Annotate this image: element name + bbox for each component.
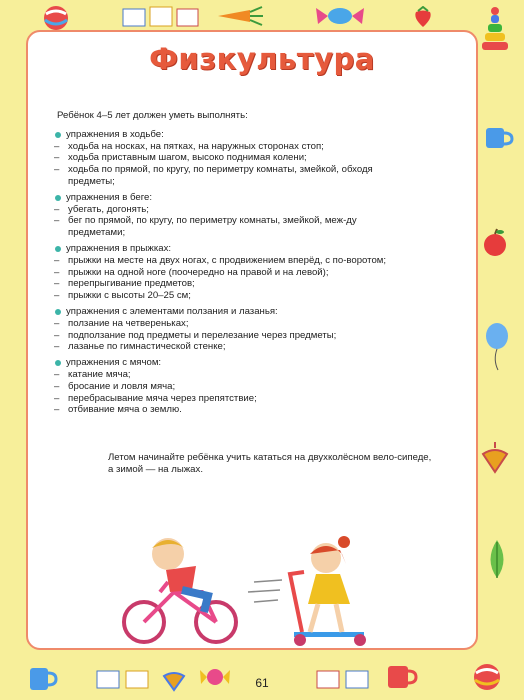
list-item bbox=[54, 204, 414, 216]
list-item bbox=[54, 318, 414, 330]
dash-marker: – bbox=[54, 278, 60, 290]
section-heading bbox=[54, 129, 414, 141]
exercise-section bbox=[54, 129, 414, 188]
toy-blocks-icon bbox=[122, 6, 200, 28]
list-item bbox=[54, 164, 414, 188]
list-item bbox=[54, 215, 414, 239]
list-item-text: прыжки с высоты 20–25 см; bbox=[68, 290, 191, 302]
section-heading-text: упражнения в ходьбе: bbox=[66, 128, 164, 140]
list-item-text: бросание и ловля мяча; bbox=[68, 380, 176, 392]
dash-marker: – bbox=[54, 329, 60, 341]
list-item bbox=[54, 404, 414, 416]
text-block bbox=[54, 110, 432, 476]
list-item-text: убегать, догонять; bbox=[68, 203, 149, 215]
list-item-text: бег по прямой, по кругу, по периметру комнаты, змейкой, меж-ду предметами; bbox=[68, 215, 357, 239]
list-item-text: ползание на четвереньках; bbox=[68, 317, 189, 329]
list-item bbox=[54, 255, 414, 267]
exercise-section bbox=[54, 306, 414, 353]
bullet-dot-icon bbox=[55, 246, 61, 252]
list-item bbox=[54, 330, 414, 342]
list-item-text: подползание под предметы и перелезание через предметы; bbox=[68, 329, 337, 341]
ball-icon bbox=[42, 4, 70, 32]
summer-note: Летом начинайте ребёнка учить кататься на двухколёсном вело-сипеде, а зимой — на лыжах. bbox=[108, 452, 432, 475]
list-item bbox=[54, 290, 414, 302]
dash-marker: – bbox=[54, 266, 60, 278]
list-item bbox=[54, 393, 414, 405]
list-item-text: отбивание мяча о землю. bbox=[68, 404, 182, 416]
list-item-text: прыжки на одной ноге (поочередно на правой и на левой); bbox=[68, 266, 329, 278]
dash-marker: – bbox=[54, 290, 60, 302]
section-heading-text: упражнения в прыжках: bbox=[66, 242, 172, 254]
list-item-text: ходьба приставным шагом, высоко поднимая колени; bbox=[68, 152, 307, 164]
list-item bbox=[54, 152, 414, 164]
page-title: Физкультура bbox=[149, 42, 375, 76]
list-item-text: катание мяча; bbox=[68, 368, 131, 380]
bullet-dot-icon bbox=[55, 360, 61, 366]
dash-marker: – bbox=[54, 152, 60, 164]
kids-riding-illustration bbox=[104, 530, 404, 650]
dash-marker: – bbox=[54, 215, 60, 227]
carrot-icon bbox=[214, 6, 264, 26]
section-heading-text: упражнения с мячом: bbox=[66, 357, 162, 369]
candy-icon bbox=[314, 4, 366, 28]
dash-marker: – bbox=[54, 140, 60, 152]
list-item-text: лазанье по гимнастической стенке; bbox=[68, 341, 226, 353]
dash-marker: – bbox=[54, 368, 60, 380]
cup-icon bbox=[484, 124, 514, 150]
exercise-section bbox=[54, 192, 414, 239]
section-heading bbox=[54, 243, 414, 255]
balloon-icon bbox=[484, 322, 510, 372]
bullet-dot-icon bbox=[55, 195, 61, 201]
exercise-section bbox=[54, 243, 414, 302]
section-heading-text: упражнения с элементами ползания и лазанья: bbox=[66, 305, 278, 317]
list-item-text: прыжки на месте на двух ногах, с продвижением вперёд, с по-воротом; bbox=[68, 254, 387, 266]
list-item-text: перебрасывание мяча через препятствие; bbox=[68, 392, 257, 404]
dash-marker: – bbox=[54, 380, 60, 392]
list-item bbox=[54, 341, 414, 353]
dash-marker: – bbox=[54, 203, 60, 215]
leaf-icon bbox=[484, 538, 510, 580]
dash-marker: – bbox=[54, 341, 60, 353]
list-item bbox=[54, 141, 414, 153]
list-item-text: ходьба на носках, на пятках, на наружных сторонах стоп; bbox=[68, 140, 324, 152]
list-item-text: ходьба по прямой, по кругу, по периметру комнаты, змейкой, обходя предметы; bbox=[68, 164, 373, 187]
dash-marker: – bbox=[54, 164, 60, 176]
dash-marker: – bbox=[54, 254, 60, 266]
exercise-sections bbox=[54, 129, 414, 416]
dash-marker: – bbox=[54, 404, 60, 416]
spinning-top-icon bbox=[480, 440, 510, 474]
dash-marker: – bbox=[54, 317, 60, 329]
section-heading bbox=[54, 192, 414, 204]
intro-text: Ребёнок 4–5 лет должен уметь выполнять: bbox=[57, 110, 248, 121]
section-heading-text: упражнения в беге: bbox=[66, 191, 153, 203]
strawberry-icon bbox=[412, 6, 434, 28]
dash-marker: – bbox=[54, 392, 60, 404]
exercise-section bbox=[54, 357, 414, 416]
list-item bbox=[54, 278, 414, 290]
section-heading bbox=[54, 357, 414, 369]
page-number: 61 bbox=[255, 676, 269, 690]
list-item bbox=[54, 369, 414, 381]
bullet-dot-icon bbox=[55, 132, 61, 138]
section-heading bbox=[54, 306, 414, 318]
apple-icon bbox=[480, 228, 510, 258]
list-item bbox=[54, 381, 414, 393]
bullet-dot-icon bbox=[55, 309, 61, 315]
list-item bbox=[54, 267, 414, 279]
list-item-text: перепрыгивание предметов; bbox=[68, 278, 195, 290]
